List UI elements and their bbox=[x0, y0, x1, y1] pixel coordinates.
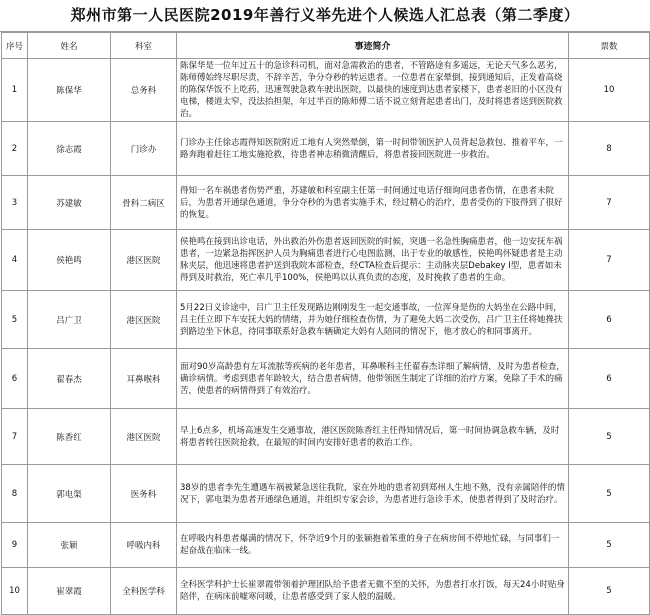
table-row bbox=[2, 230, 650, 291]
row-no: 1 bbox=[2, 59, 28, 122]
row-votes: 8 bbox=[569, 122, 650, 176]
row-no: 8 bbox=[2, 465, 28, 523]
row-votes: 5 bbox=[569, 465, 650, 523]
candidate-table bbox=[1, 32, 650, 615]
row-votes: 5 bbox=[569, 409, 650, 465]
row-no: 7 bbox=[2, 409, 28, 465]
row-no: 10 bbox=[2, 568, 28, 615]
table-row bbox=[2, 59, 650, 122]
row-intro: 门诊办主任徐志霞得知医院附近工地有人突然晕倒，第一时间带领医护人员背起急救包、推着平车，一路奔跑着赶往工地实施抢救，待患者神志稍微清醒后，将患者接回医院进一步救治。 bbox=[177, 122, 569, 176]
row-name: 张颖 bbox=[28, 523, 111, 568]
row-intro: 在呼吸内科患者爆满的情况下，怀孕近9个月的张颖抱着笨重的身子在病房间不停地忙碌，与同事们一起奋战在临床一线。 bbox=[177, 523, 569, 568]
row-no: 3 bbox=[2, 176, 28, 230]
row-intro: 面对90岁高龄患有左耳流脓等疾病的老年患者，耳鼻喉科主任翟春杰详细了解病情，及时为患者检查，确诊病情。考虑到患者年龄较大，结合患者病情，他带领医生制定了详细的治疗方案，免除了手术的痛苦，使患者的病情得到了有效治疗。 bbox=[177, 349, 569, 409]
row-name: 吕广卫 bbox=[28, 291, 111, 349]
row-no: 4 bbox=[2, 230, 28, 291]
row-intro: 38岁的患者李先生遭遇车祸被紧急送往我院，家在外地的患者初到郑州人生地不熟，没有亲属陪伴的情况下，郭电渠为患者开通绿色通道，并组织专家会诊，为患者进行急诊手术，使患者得到了及时治疗。 bbox=[177, 465, 569, 523]
row-name: 陈保华 bbox=[28, 59, 111, 122]
row-name: 崔翠霞 bbox=[28, 568, 111, 615]
table-row bbox=[2, 349, 650, 409]
row-dept: 总务科 bbox=[111, 59, 177, 122]
row-name: 侯艳鸣 bbox=[28, 230, 111, 291]
row-dept: 门诊办 bbox=[111, 122, 177, 176]
row-votes: 10 bbox=[569, 59, 650, 122]
row-votes: 6 bbox=[569, 291, 650, 349]
row-dept: 港区医院 bbox=[111, 291, 177, 349]
row-dept: 医务科 bbox=[111, 465, 177, 523]
row-dept: 呼吸内科 bbox=[111, 523, 177, 568]
row-name: 陈香红 bbox=[28, 409, 111, 465]
row-no: 6 bbox=[2, 349, 28, 409]
table-row bbox=[2, 465, 650, 523]
header-intro: 事迹简介 bbox=[177, 33, 569, 59]
row-no: 5 bbox=[2, 291, 28, 349]
row-name: 徐志霞 bbox=[28, 122, 111, 176]
row-no: 2 bbox=[2, 122, 28, 176]
table-row bbox=[2, 568, 650, 615]
row-intro: 早上6点多，机场高速发生交通事故，港区医院陈香红主任得知情况后，第一时间协调急救车辆，及时将患者转往医院抢救，在最短的时间内安排好患者的救治工作。 bbox=[177, 409, 569, 465]
table-row bbox=[2, 523, 650, 568]
header-name: 姓名 bbox=[28, 33, 111, 59]
table-row bbox=[2, 409, 650, 465]
row-intro: 5月22日义诊途中，吕广卫主任发现路边刚刚发生一起交通事故，一位浑身是伤的大妈坐在公路中间，吕主任立即下车安抚大妈的情绪，并为她仔细检查伤情，为了避免大妈二次受伤，吕广卫主任将她搀扶到路边坐下休息，待同事联系好急救车辆确定大妈有人陪同的情况下，他才放心的和同事离开。 bbox=[177, 291, 569, 349]
row-votes: 6 bbox=[569, 349, 650, 409]
row-name: 翟春杰 bbox=[28, 349, 111, 409]
row-votes: 5 bbox=[569, 568, 650, 615]
row-name: 郭电渠 bbox=[28, 465, 111, 523]
row-dept: 耳鼻喉科 bbox=[111, 349, 177, 409]
row-intro: 陈保华是一位年过五十的急诊科司机，面对急需救治的患者，不管路途有多遥远，无论天气多么恶劣，陈师傅始终尽职尽责，不辞辛苦，争分夺秒的转运患者。一位患者在家晕倒，接到通知后，正发着高烧的陈保华饭不上吃药，迅速驾驶急救车驶出医院，以最快的速度到达患者家楼下，患者老旧的小区没有电梯，楼道太窄，没法抬担架，年过半百的陈师傅二话不说立刻背起患者出门，及时将患者送到医院救治。 bbox=[177, 59, 569, 122]
table-row bbox=[2, 122, 650, 176]
row-intro: 得知一名车祸患者伤势严重，苏建敏和科室副主任第一时间通过电话仔细询问患者伤情，在患者未院后，为患者开通绿色通道，争分夺秒的为患者实施手术，经过精心的治疗，患者受伤的下肢得到了很好的恢复。 bbox=[177, 176, 569, 230]
row-no: 9 bbox=[2, 523, 28, 568]
header-dept: 科室 bbox=[111, 33, 177, 59]
table-title: 郑州市第一人民医院2019年善行义举先进个人候选人汇总表（第二季度） bbox=[0, 0, 650, 32]
header-no: 序号 bbox=[2, 33, 28, 59]
row-intro: 侯艳鸣在接到出诊电话，外出救治外伤患者返回医院的时候，突遇一名急性胸痛患者，他一边安抚车祸患者，一边紧急指挥医护人员为胸痛患者进行心电图监测，出于专业的敏感性，侯艳鸣怀疑患者是主动脉夹层，他迅速将患者护送到我院本部检查，经CTA检查后提示：主动脉夹层Debakey I型，患者如未得到及时救治，死亡率几乎100%，侯艳鸣以认真负责的态度，及时挽救了患者的生命。 bbox=[177, 230, 569, 291]
header-votes: 票数 bbox=[569, 33, 650, 59]
row-dept: 港区医院 bbox=[111, 409, 177, 465]
row-votes: 7 bbox=[569, 176, 650, 230]
row-votes: 5 bbox=[569, 523, 650, 568]
row-dept: 港区医院 bbox=[111, 230, 177, 291]
row-intro: 全科医学科护士长崔翠霞带领着护理团队给予患者无微不至的关怀，为患者打水打饭，每天24小时贴身陪伴，在病床前嘘寒问暖，让患者感受到了家人般的温暖。 bbox=[177, 568, 569, 615]
table-row bbox=[2, 291, 650, 349]
row-name: 苏建敏 bbox=[28, 176, 111, 230]
table-row bbox=[2, 176, 650, 230]
row-votes: 7 bbox=[569, 230, 650, 291]
row-dept: 骨科二病区 bbox=[111, 176, 177, 230]
header-row bbox=[2, 33, 650, 59]
row-dept: 全科医学科 bbox=[111, 568, 177, 615]
